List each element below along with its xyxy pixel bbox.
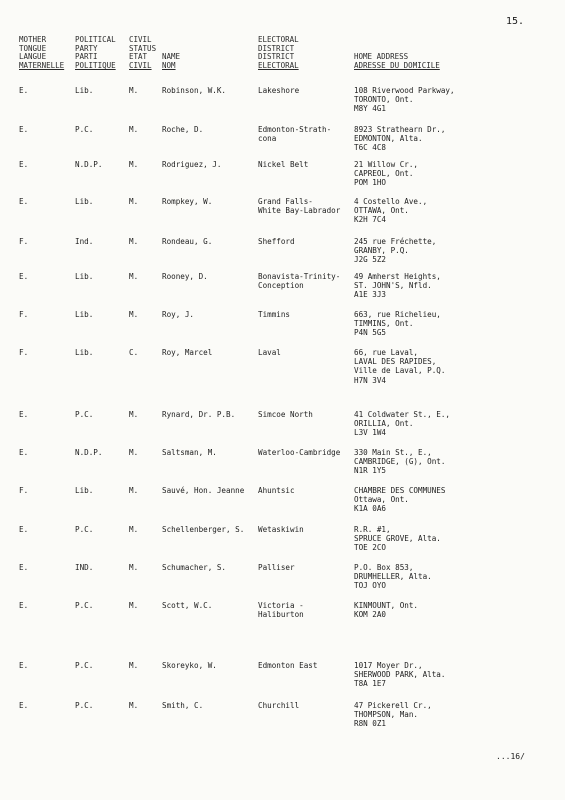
civil-status: M.: [129, 197, 139, 206]
home-address-line: 47 Pickerell Cr.,: [354, 701, 432, 710]
electoral-district: Nickel Belt: [258, 160, 309, 169]
member-name: Rooney, D.: [162, 272, 208, 281]
home-address-line: POM 1HO: [354, 178, 387, 188]
header-tongue-line: MATERNELLE: [19, 60, 65, 70]
electoral-district: Edmonton-Strath-: [258, 125, 332, 134]
civil-status: M.: [129, 525, 139, 534]
member-name: Scott, W.C.: [162, 601, 213, 610]
home-address-line: TIMMINS, Ont.: [354, 319, 414, 329]
electoral-district: Laval: [258, 348, 281, 357]
electoral-district: Haliburton: [258, 610, 304, 620]
mother-tongue: E.: [19, 272, 29, 281]
electoral-district: cona: [258, 134, 277, 144]
header-name-line: NOM: [162, 60, 176, 70]
home-address-line: 330 Main St., E.,: [354, 448, 432, 457]
home-address-line: Ottawa, Ont.: [354, 495, 409, 505]
header-tongue-line: LANGUE: [19, 52, 47, 62]
home-address-line: TOE 2CO: [354, 543, 387, 553]
header-district-line: DISTRICT: [258, 52, 295, 62]
home-address-line: 108 Riverwood Parkway,: [354, 86, 455, 95]
political-party: P.C.: [75, 125, 94, 134]
home-address-line: DRUMHELLER, Alta.: [354, 572, 432, 582]
header-tongue-line: MOTHER: [19, 35, 47, 44]
mother-tongue: E.: [19, 448, 29, 457]
header-tongue-line: TONGUE: [19, 43, 47, 53]
electoral-district: Churchill: [258, 701, 300, 710]
home-address-line: K1A 0A6: [354, 504, 387, 514]
mother-tongue: F.: [19, 237, 29, 246]
home-address-line: 49 Amherst Heights,: [354, 272, 441, 281]
header-address-line: ADRESSE DU DOMICILE: [354, 60, 440, 70]
home-address-line: 66, rue Laval,: [354, 348, 419, 357]
mother-tongue: E.: [19, 661, 29, 670]
political-party: IND.: [75, 563, 94, 572]
electoral-district: Timmins: [258, 310, 291, 319]
home-address-line: A1E 3J3: [354, 290, 387, 300]
electoral-district: White Bay-Labrador: [258, 206, 341, 216]
civil-status: M.: [129, 661, 139, 670]
electoral-district: Grand Falls-: [258, 197, 313, 206]
header-party-line: PARTI: [75, 52, 98, 62]
political-party: P.C.: [75, 410, 94, 419]
civil-status: M.: [129, 310, 139, 319]
home-address-line: THOMPSON, Man.: [354, 710, 419, 720]
member-name: Rompkey, W.: [162, 197, 213, 206]
political-party: Lib.: [75, 86, 94, 95]
header-party-line: POLITICAL: [75, 35, 116, 44]
home-address-line: T8A 1E7: [354, 679, 387, 689]
header-civil-line: ETAT: [129, 52, 148, 62]
civil-status: M.: [129, 237, 139, 246]
mother-tongue: E.: [19, 125, 29, 134]
home-address-line: OTTAWA, Ont.: [354, 206, 409, 216]
civil-status: M.: [129, 125, 139, 134]
home-address-line: Ville de Laval, P.Q.: [354, 366, 446, 376]
page-number: 15.: [506, 16, 525, 27]
mother-tongue: F.: [19, 310, 29, 319]
member-name: Roy, Marcel: [162, 348, 213, 357]
home-address-line: 41 Coldwater St., E.,: [354, 410, 451, 419]
member-name: Robinson, W.K.: [162, 86, 227, 95]
civil-status: M.: [129, 486, 139, 495]
home-address-line: KINMOUNT, Ont.: [354, 601, 419, 610]
member-name: Rynard, Dr. P.B.: [162, 410, 236, 419]
civil-status: M.: [129, 86, 139, 95]
electoral-district: Victoria -: [258, 601, 304, 610]
header-district-line: ELECTORAL: [258, 60, 299, 70]
civil-status: M.: [129, 701, 139, 710]
political-party: N.D.P.: [75, 160, 103, 169]
home-address-line: CAPREOL, Ont.: [354, 169, 414, 179]
home-address-line: SHERWOOD PARK, Alta.: [354, 670, 446, 680]
home-address-line: M8Y 4G1: [354, 104, 387, 114]
member-name: Skoreyko, W.: [162, 661, 217, 670]
electoral-district: Shefford: [258, 237, 295, 246]
civil-status: M.: [129, 563, 139, 572]
header-civil-line: CIVIL: [129, 35, 152, 44]
mother-tongue: E.: [19, 197, 29, 206]
political-party: Lib.: [75, 348, 94, 357]
political-party: Lib.: [75, 310, 94, 319]
home-address-line: ST. JOHN'S, Nfld.: [354, 281, 432, 291]
mother-tongue: E.: [19, 563, 29, 572]
mother-tongue: F.: [19, 486, 29, 495]
header-civil-line: STATUS: [129, 43, 157, 53]
political-party: Ind.: [75, 237, 94, 246]
home-address-line: KOM 2A0: [354, 610, 387, 620]
header-district-line: ELECTORAL: [258, 35, 299, 44]
electoral-district: Edmonton East: [258, 661, 318, 670]
home-address-line: TORONTO, Ont.: [354, 95, 414, 105]
home-address-line: H7N 3V4: [354, 375, 387, 385]
political-party: Lib.: [75, 197, 94, 206]
home-address-line: N1R 1Y5: [354, 466, 387, 476]
home-address-line: 4 Costello Ave.,: [354, 197, 428, 206]
header-party-line: POLITIQUE: [75, 60, 116, 70]
header-civil-line: CIVIL: [129, 60, 152, 70]
political-party: N.D.P.: [75, 448, 103, 457]
political-party: P.C.: [75, 601, 94, 610]
civil-status: M.: [129, 272, 139, 281]
home-address-line: 663, rue Richelieu,: [354, 310, 441, 319]
mother-tongue: F.: [19, 348, 29, 357]
civil-status: C.: [129, 348, 139, 357]
home-address-line: 8923 Strathearn Dr.,: [354, 125, 446, 134]
electoral-district: Simcoe North: [258, 410, 313, 419]
header-party-line: PARTY: [75, 43, 98, 53]
home-address-line: ORILLIA, Ont.: [354, 419, 414, 429]
home-address-line: R.R. #1,: [354, 525, 391, 534]
home-address-line: T6C 4C8: [354, 143, 387, 153]
home-address-line: P4N 5G5: [354, 328, 387, 338]
member-name: Schellenberger, S.: [162, 525, 245, 534]
home-address-line: CHAMBRE DES COMMUNES: [354, 486, 446, 495]
civil-status: M.: [129, 410, 139, 419]
electoral-district: Ahuntsic: [258, 486, 295, 495]
member-name: Roche, D.: [162, 125, 204, 134]
home-address-line: J2G 5Z2: [354, 255, 387, 265]
mother-tongue: E.: [19, 410, 29, 419]
home-address-line: 1017 Moyer Dr.,: [354, 661, 423, 670]
political-party: P.C.: [75, 701, 94, 710]
member-name: Roy, J.: [162, 310, 195, 319]
home-address-line: L3V 1W4: [354, 428, 387, 438]
home-address-line: EDMONTON, Alta.: [354, 134, 423, 144]
member-name: Rodriguez, J.: [162, 160, 222, 169]
political-party: P.C.: [75, 661, 94, 670]
home-address-line: 245 rue Fréchette,: [354, 237, 437, 246]
political-party: Lib.: [75, 272, 94, 281]
electoral-district: Wetaskiwin: [258, 525, 304, 534]
political-party: Lib.: [75, 486, 94, 495]
mother-tongue: E.: [19, 160, 29, 169]
header-address-line: HOME ADDRESS: [354, 52, 409, 62]
member-name: Saltsman, M.: [162, 448, 217, 457]
home-address-line: LAVAL DES RAPIDES,: [354, 357, 437, 367]
mother-tongue: E.: [19, 525, 29, 534]
home-address-line: R8N 0Z1: [354, 719, 387, 729]
mother-tongue: E.: [19, 86, 29, 95]
home-address-line: SPRUCE GROVE, Alta.: [354, 534, 441, 544]
home-address-line: K2H 7C4: [354, 215, 387, 225]
electoral-district: Waterloo-Cambridge: [258, 448, 341, 457]
electoral-district: Bonavista-Trinity-: [258, 272, 341, 281]
electoral-district: Conception: [258, 281, 304, 291]
continuation-mark: ...16/: [496, 752, 525, 761]
home-address-line: 21 Willow Cr.,: [354, 160, 419, 169]
civil-status: M.: [129, 160, 139, 169]
mother-tongue: E.: [19, 601, 29, 610]
header-district-line: DISTRICT: [258, 43, 295, 53]
home-address-line: GRANBY, P.Q.: [354, 246, 409, 256]
member-name: Rondeau, G.: [162, 237, 213, 246]
civil-status: M.: [129, 448, 139, 457]
civil-status: M.: [129, 601, 139, 610]
home-address-line: CAMBRIDGE, (G), Ont.: [354, 457, 446, 467]
electoral-district: Palliser: [258, 563, 295, 572]
member-name: Sauvé, Hon. Jeanne: [162, 486, 245, 495]
political-party: P.C.: [75, 525, 94, 534]
header-name-line: NAME: [162, 52, 181, 62]
member-name: Schumacher, S.: [162, 563, 227, 572]
home-address-line: TOJ OYO: [354, 581, 387, 591]
mother-tongue: E.: [19, 701, 29, 710]
member-name: Smith, C.: [162, 701, 204, 710]
electoral-district: Lakeshore: [258, 86, 300, 95]
home-address-line: P.O. Box 853,: [354, 563, 414, 572]
